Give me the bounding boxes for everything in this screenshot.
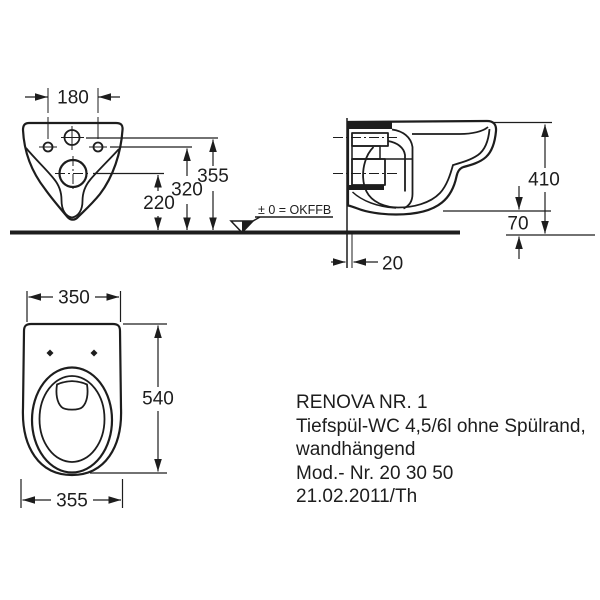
dim-label-355: 355 [197,166,229,187]
product-date: 21.02.2011/Th [296,486,418,507]
flush-channel-inner [388,141,405,192]
dim-label-540: 540 [142,388,174,410]
level-marker-icon [231,203,333,233]
dim-label-410: 410 [528,169,560,191]
plan-bowl-inner [40,376,105,462]
flush-inlet-box [352,133,388,146]
plan-bowl-outer [32,368,112,473]
bowl-inner-section [363,129,489,208]
dim-label-355-bottom: 355 [56,490,88,512]
product-info-block [296,391,596,509]
seat-fixing-mark-right [91,350,98,357]
plan-outline [23,324,121,475]
dim-label-20: 20 [382,253,404,275]
front-view-drawing [10,88,460,233]
product-name: RENOVA NR. 1 [296,392,428,413]
product-model-number: Mod.- Nr. 20 30 50 [296,462,454,484]
plan-view-drawing [21,288,174,512]
product-description-line1: Tiefspül-WC 4,5/6l ohne Spülrand, [296,415,586,437]
level-reference-label: ± 0 = OKFFB [258,203,332,217]
dimension-plan-bottom-width [23,491,122,512]
product-description-line2: wandhängend [296,439,416,460]
dim-label-350: 350 [58,287,90,309]
rim-section-bar [348,121,392,129]
dimension-front-height-outlet [143,175,175,230]
dimension-plan-length [142,326,174,472]
side-view-drawing [331,118,595,275]
dim-label-70: 70 [507,213,529,235]
dim-label-220: 220 [143,193,175,214]
dimension-front-width [25,88,120,109]
dimension-side-floor-gap [507,186,528,259]
dimension-front-height-holes [171,149,203,231]
side-outline [348,121,496,215]
outlet-box [352,159,385,185]
plan-flush-spreader [56,381,87,410]
dim-label-320: 320 [171,179,203,201]
dim-label-180: 180 [57,87,89,109]
dimension-side-wall-offset [331,254,403,275]
rim-inner-top [412,127,488,134]
seat-fixing-mark-left [47,350,54,357]
flush-channel-outer [392,130,413,209]
dimension-side-height [528,125,560,234]
dimension-plan-top-width [29,288,120,309]
